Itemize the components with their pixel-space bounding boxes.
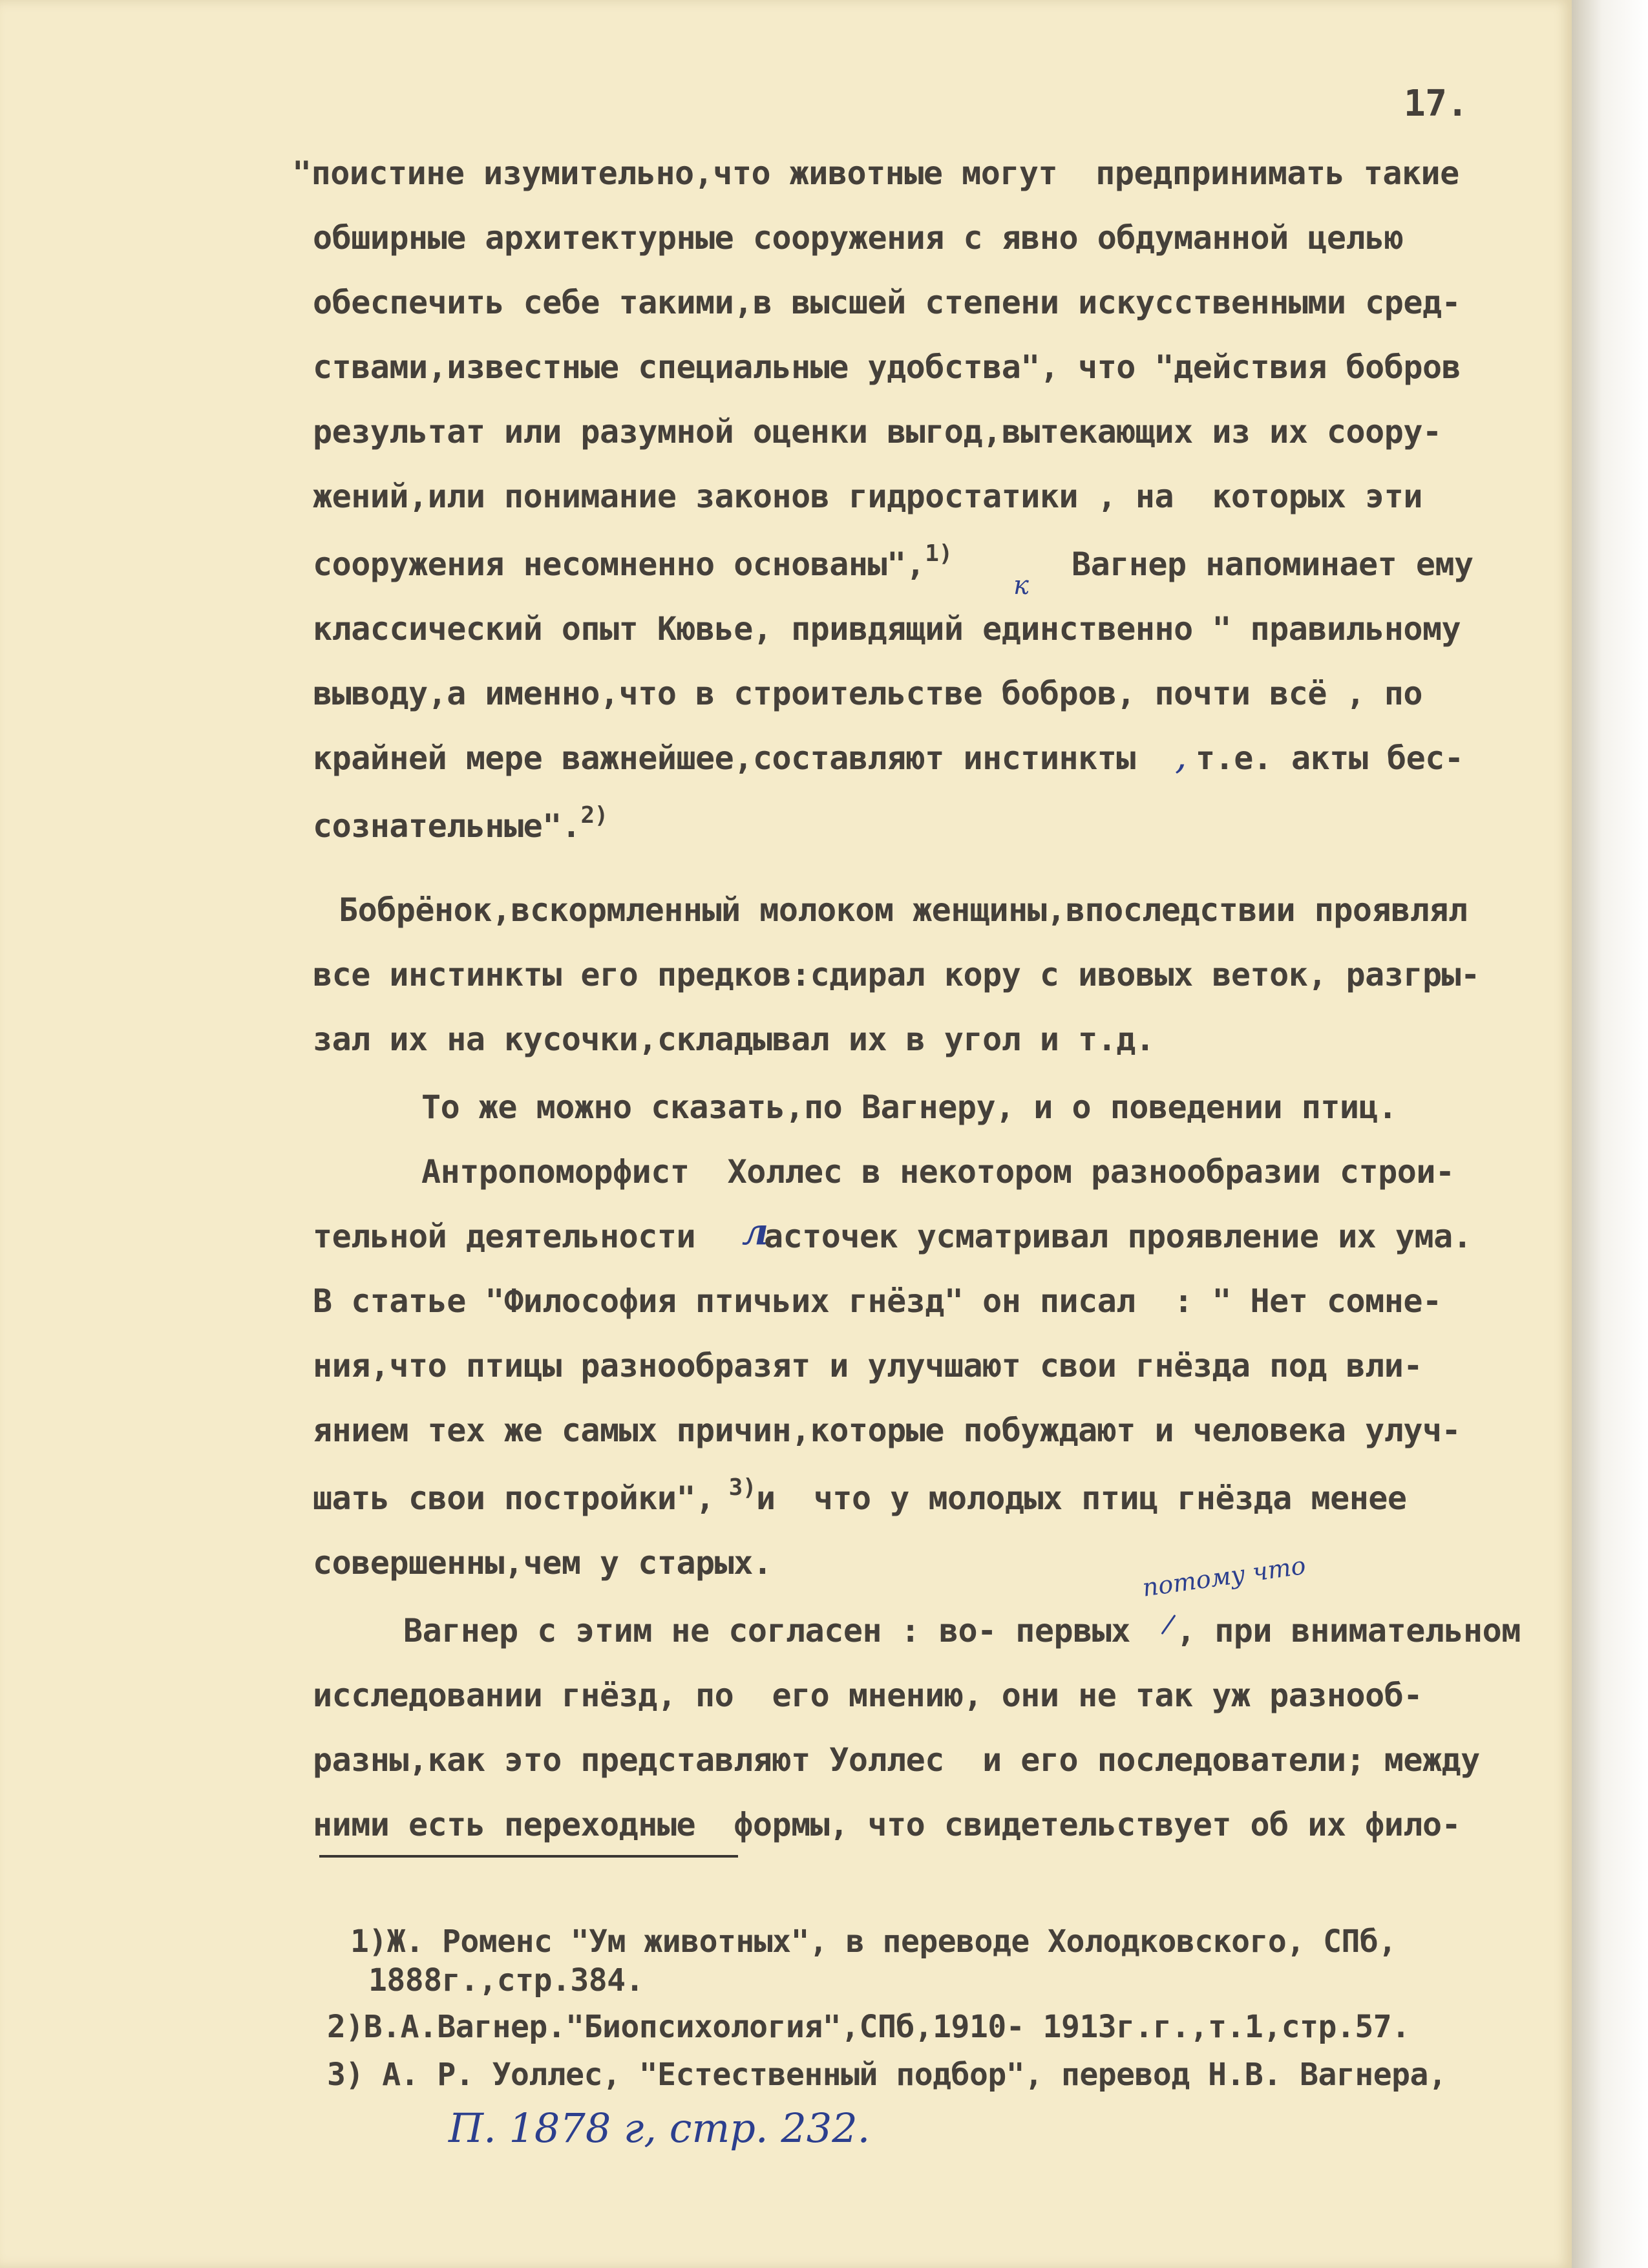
- text-line: То же можно сказать,по Вагнеру, и о поведении птиц.: [421, 1088, 1397, 1126]
- handwritten-insert-l: л: [742, 1211, 768, 1253]
- handwritten-insert-because: потому что: [1140, 1551, 1308, 1602]
- text-line: разны,как это представляют Уоллес и его последователи; между: [313, 1741, 1480, 1779]
- text-line: асточек усматривал проявление их ума.: [764, 1218, 1472, 1255]
- text-line: т.е. акты бес-: [1196, 739, 1464, 777]
- footnote-line: 1888г.,стр.384.: [368, 1962, 644, 1998]
- footnote-separator: [319, 1855, 738, 1858]
- text-line: ствами,известные специальные удобства", что "действия бобров: [313, 348, 1461, 386]
- text-line: янием тех же самых причин,которые побуждают и человека улуч-: [313, 1412, 1461, 1449]
- scan-background-strip: [1572, 0, 1648, 2268]
- text-line: шать свои постройки", $^{3)}$и что у молодых птиц гнёзда менее: [313, 1474, 1407, 1517]
- text-line: сознательные".$^{2)}$: [313, 802, 608, 845]
- text-line: Вагнер с этим не согласен : во- первых: [403, 1612, 1130, 1649]
- page-number: 17.: [1404, 83, 1468, 125]
- text-line: Бобрёнок,вскормленный молоком женщины,впоследствии проявлял: [339, 891, 1468, 929]
- text-line: сооружения несомненно основаны",$^{1)}$: [313, 540, 953, 583]
- text-line: совершенны,чем у старых.: [313, 1544, 772, 1582]
- handwritten-insert-k: к: [1013, 571, 1029, 600]
- text-line: жений,или понимание законов гидростатики , на которых эти: [313, 478, 1422, 515]
- text-line: В статье "Философия птичьих гнёзд" он писал : " Нет сомне-: [313, 1282, 1442, 1320]
- text-line: классический опыт Кювье, привдящий единственно " правильному: [313, 610, 1461, 648]
- footnote-mark: 3): [728, 1474, 757, 1501]
- text-line: Вагнер напоминает ему: [1072, 546, 1474, 583]
- text-line: исследовании гнёзд, по его мнению, они не так уж разнооб-: [313, 1677, 1422, 1714]
- text-line: выводу,а именно,что в строительстве бобров, почти всё , по: [313, 675, 1422, 712]
- footnote-mark: 1): [925, 540, 953, 567]
- text-line: ними есть переходные формы, что свидетельствует об их фило-: [313, 1806, 1461, 1843]
- text-line: обширные архитектурные сооружения с явно обдуманной целью: [313, 219, 1404, 257]
- footnote-mark: 2): [580, 802, 608, 829]
- text-line: "поистине изумительно,что животные могут предпринимать такие: [292, 154, 1459, 192]
- text-line: ния,что птицы разнообразят и улучшают свои гнёзда под вли-: [313, 1347, 1422, 1384]
- footnote-line: 3) А. Р. Уоллес, "Естественный подбор", перевод Н.В. Вагнера,: [327, 2057, 1447, 2093]
- text-line: , при внимательном: [1176, 1612, 1521, 1649]
- text-line: Антропоморфист Холлес в некотором разнообразии строи-: [421, 1153, 1455, 1191]
- handwritten-footnote-completion: П. 1878 г, стр. 232.: [449, 2104, 871, 2152]
- footnote-line: 2)В.А.Вагнер."Биопсихология",СПб,1910- 1913г.г.,т.1,стр.57.: [327, 2009, 1410, 2045]
- text-line: крайней мере важнейшее,составляют инстинкты: [313, 739, 1136, 777]
- handwritten-insert-comma: ,: [1175, 734, 1187, 778]
- text-line: зал их на кусочки,складывал их в угол и т.д.: [313, 1021, 1155, 1058]
- footnote-line: 1)Ж. Роменс "Ум животных", в переводе Холодковского, СПб,: [350, 1924, 1397, 1960]
- text-line: тельной деятельности: [313, 1218, 696, 1255]
- text-line: обеспечить себе такими,в высшей степени искусственными сред-: [313, 284, 1461, 321]
- text-line: все инстинкты его предков:сдирал кору с ивовых веток, разгры-: [313, 956, 1480, 993]
- text-line: результат или разумной оценки выгод,вытекающих из их соору-: [313, 413, 1442, 450]
